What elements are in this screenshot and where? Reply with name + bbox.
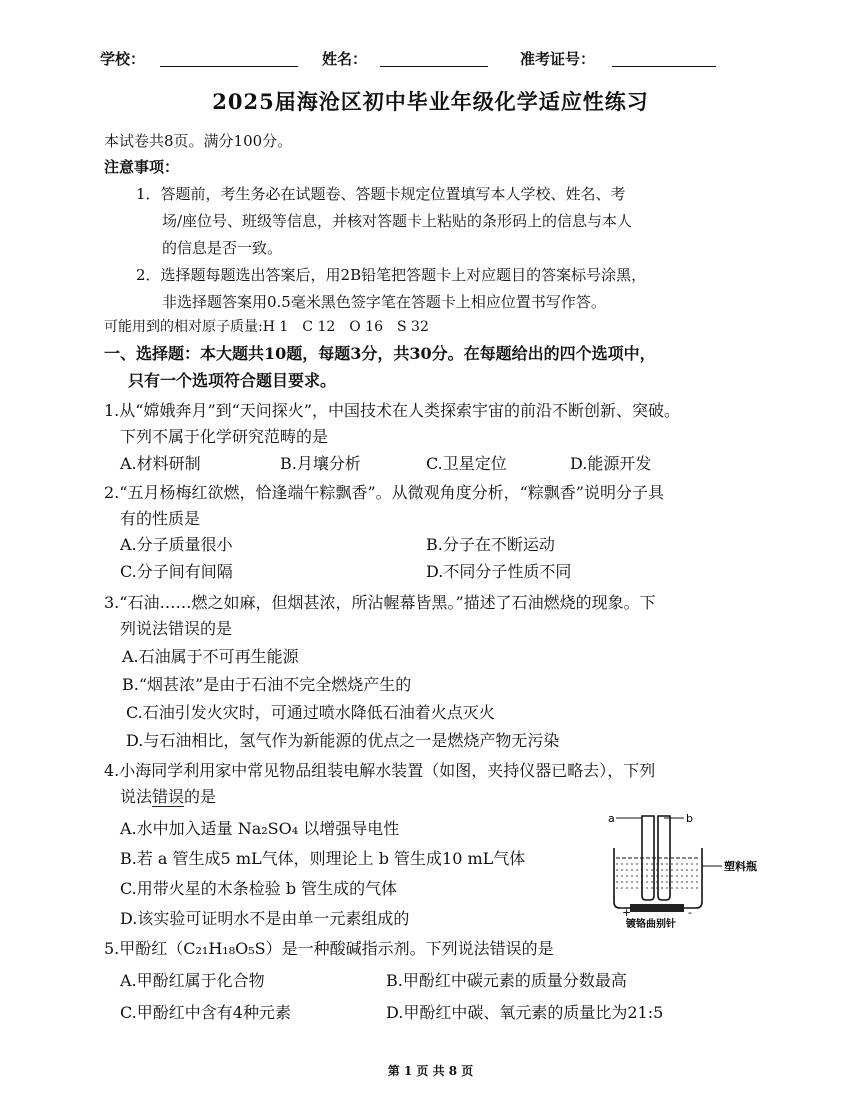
school-blank (160, 66, 298, 67)
q4-option-b[interactable]: B.若 a 管生成5 mL气体，则理论上 b 管生成10 mL气体 (120, 849, 526, 868)
q1-option-c[interactable]: C.卫星定位 (426, 454, 507, 473)
id-blank (612, 66, 716, 67)
school-label: 学校： (100, 50, 146, 68)
q1-option-b[interactable]: B.月壤分析 (280, 454, 361, 473)
section-heading-2: 只有一个选项符合题目要求。 (128, 371, 337, 390)
q4-stem-part1: 说法 (120, 787, 153, 806)
q1-stem-line2: 下列不属于化学研究范畴的是 (120, 427, 329, 446)
q3-option-d[interactable]: D.与石油相比，氢气作为新能源的优点之一是燃烧产物无污染 (126, 731, 560, 750)
figure-label-a: a (608, 812, 615, 825)
q2-option-c[interactable]: C.分子间有间隔 (120, 562, 233, 581)
q5-option-b[interactable]: B.甲酚红中碳元素的质量分数最高 (386, 971, 627, 990)
q2-option-a[interactable]: A.分子质量很小 (120, 535, 233, 554)
q4-option-d[interactable]: D.该实验可证明水不是由单一元素组成的 (120, 909, 410, 928)
q1-option-a[interactable]: A.材料研制 (120, 454, 201, 473)
q5-stem-line1: 5.甲酚红（C₂₁H₁₈O₅S）是一种酸碱指示剂。下列说法错误的是 (104, 939, 554, 958)
q4-stem-line1: 4.小海同学利用家中常见物品组装电解水装置（如图，夹持仪器已略去），下列 (104, 761, 656, 780)
q4-stem-part2: 的是 (184, 787, 217, 806)
id-label: 准考证号： (520, 50, 596, 68)
name-label: 姓名： (322, 50, 368, 68)
q3-stem-line1: 3.“石油……燃之如麻，但烟甚浓，所沾幄幕皆黑。”描述了石油燃烧的现象。下 (104, 593, 656, 612)
header-fields (100, 44, 801, 74)
q5-option-a[interactable]: A.甲酚红属于化合物 (120, 971, 265, 990)
q4-option-a[interactable]: A.水中加入适量 Na₂SO₄ 以增强导电性 (120, 819, 400, 838)
figure-label-pin: 镀铬曲别针 (626, 919, 676, 928)
section-heading-1: 一、选择题：本大题共10题，每题3分，共30分。在每题给出的四个选项中， (104, 344, 656, 363)
figure-label-bottle: 塑料瓶 (724, 860, 757, 873)
notice-2-line2: 非选择题答案用0.5毫米黑色签字笔在答题卡上相应位置书写作答。 (162, 293, 606, 311)
q1-option-d[interactable]: D.能源开发 (570, 454, 652, 473)
electrolysis-apparatus-figure (604, 808, 804, 928)
name-blank (380, 66, 488, 67)
notice-2-line1: 2．选择题每题选出答案后，用2B铅笔把答题卡上对应题目的答案标号涂黑， (136, 266, 647, 284)
q3-option-c[interactable]: C.石油引发火灾时，可通过喷水降低石油着火点灭火 (126, 703, 495, 722)
q2-option-d[interactable]: D.不同分子性质不同 (426, 562, 572, 581)
atomic-masses: 可能用到的相对原子质量:H 1 C 12 O 16 S 32 (104, 319, 429, 335)
q4-stem-line2 (120, 786, 216, 808)
figure-label-b: b (686, 812, 693, 825)
figure-minus-sign: - (688, 906, 692, 919)
q2-stem-line1: 2.“五月杨梅红欲燃，恰逢端午粽飘香”。从微观角度分析，“粽飘香”说明分子具 (104, 483, 664, 502)
q4-option-c[interactable]: C.用带火星的木条检验 b 管生成的气体 (120, 879, 398, 898)
page-footer: 第 1 页 共 8 页 (387, 1064, 474, 1078)
notice-1-line1: 1．答题前，考生务必在试题卷、答题卡规定位置填写本人学校、姓名、考 (136, 185, 626, 203)
q3-stem-line2: 列说法错误的是 (120, 619, 233, 638)
q5-option-c[interactable]: C.甲酚红中含有4种元素 (120, 1003, 291, 1022)
q5-option-d[interactable]: D.甲酚红中碳、氧元素的质量比为21:5 (386, 1003, 664, 1022)
q2-option-b[interactable]: B.分子在不断运动 (426, 535, 555, 554)
q4-stem-emphasis: 错误 (152, 787, 185, 806)
notice-1-line3: 的信息是否一致。 (162, 239, 283, 257)
q3-option-a[interactable]: A.石油属于不可再生能源 (122, 647, 299, 666)
q3-option-b[interactable]: B.“烟甚浓”是由于石油不完全燃烧产生的 (122, 675, 412, 694)
page-count: 本试卷共8页。满分100分。 (104, 132, 293, 150)
notice-title: 注意事项： (104, 158, 180, 176)
q2-stem-line2: 有的性质是 (120, 509, 201, 528)
figure-plus-sign: + (622, 906, 632, 919)
battery-base (630, 904, 684, 912)
notice-1-line2: 场/座位号、班级等信息，并核对答题卡上粘贴的条形码上的信息与本人 (162, 212, 633, 230)
page-title: 2025届海沧区初中毕业年级化学适应性练习 (212, 89, 649, 114)
q1-stem-line1: 1.从“嫦娥奔月”到“天问探火”，中国技术在人类探索宇宙的前沿不断创新、突破。 (104, 401, 680, 420)
